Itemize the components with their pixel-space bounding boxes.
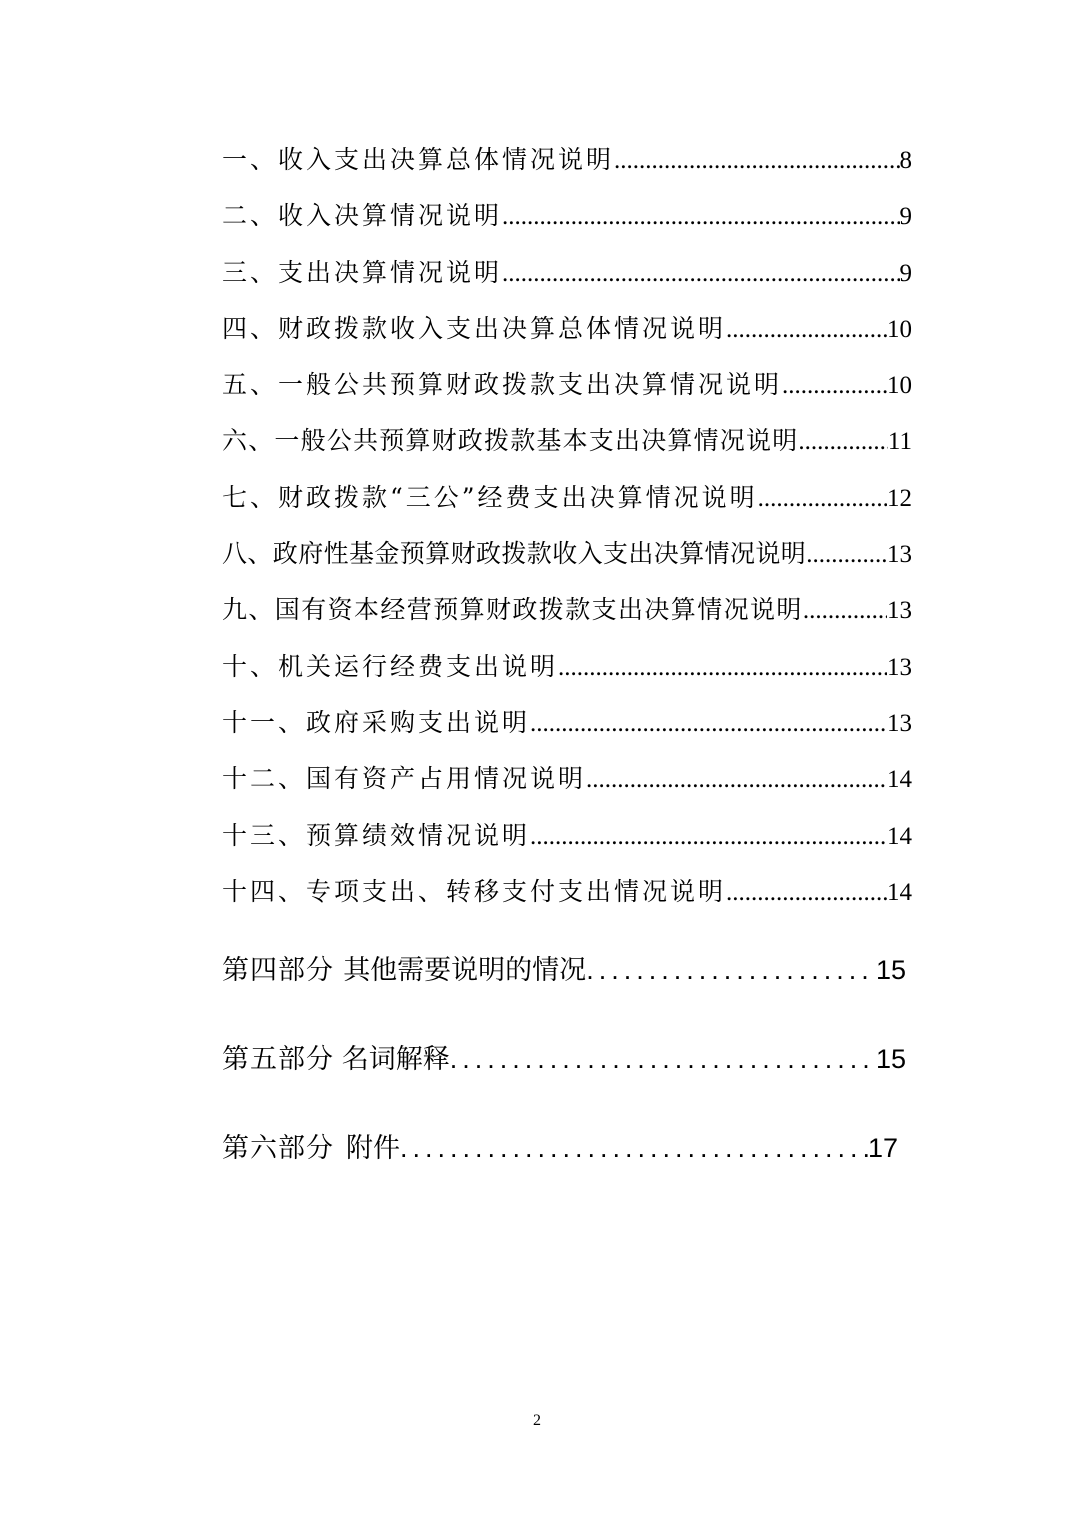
toc-dot-leader	[502, 195, 899, 239]
toc-part-5[interactable]	[222, 1037, 906, 1076]
toc-entry-9[interactable]	[222, 588, 912, 644]
toc-entry-page: 13	[887, 597, 912, 625]
toc-entry-8[interactable]	[222, 532, 912, 588]
toc-part-page: 17	[867, 1133, 898, 1164]
toc-part-number: 第五部分	[222, 1044, 334, 1076]
toc-entry-title: 六、一般公共预算财政拨款基本支出决算情况说明	[222, 426, 799, 456]
toc-part-title: 名词解释	[341, 1044, 450, 1076]
toc-entry-title: 五、一般公共预算财政拨款支出决算情况说明	[222, 370, 783, 400]
toc-entry-title: 十三、预算绩效情况说明	[222, 820, 531, 850]
toc-entry-10[interactable]	[222, 645, 912, 701]
toc-entry-4[interactable]	[222, 307, 912, 363]
toc-part-6[interactable]	[222, 1126, 898, 1165]
toc-entry-page: 13	[887, 541, 912, 569]
toc-entry-page: 11	[887, 428, 912, 456]
toc-part-number: 第六部分	[222, 1133, 334, 1165]
toc-dot-leader	[530, 702, 887, 746]
toc-entry-page: 14	[887, 822, 912, 850]
toc-dot-leader	[530, 815, 887, 859]
toc-entry-6[interactable]	[222, 419, 912, 475]
toc-dot-leader	[558, 646, 887, 690]
toc-entry-title: 三、支出决算情况说明	[222, 257, 503, 287]
toc-entry-title: 十四、专项支出、转移支付支出情况说明	[222, 876, 727, 906]
toc-entry-page: 10	[887, 372, 912, 400]
toc-entry-3[interactable]	[222, 251, 912, 307]
toc-entry-page: 10	[887, 315, 912, 343]
toc-entry-2[interactable]	[222, 194, 912, 250]
toc-entry-page: 14	[887, 878, 912, 906]
toc-entry-7[interactable]	[222, 476, 912, 532]
toc-dot-leader	[782, 364, 887, 408]
toc-dot-leader	[586, 758, 887, 802]
toc-dot-leader	[806, 533, 887, 577]
toc-part-page: 15	[875, 955, 906, 986]
toc-dot-leader	[758, 477, 887, 521]
toc-entry-title: 十二、国有资产占用情况说明	[222, 764, 587, 794]
toc-entry-title: 四、财政拨款收入支出决算总体情况说明	[222, 313, 727, 343]
toc-entry-13[interactable]	[222, 814, 912, 870]
toc-entry-page: 8	[899, 147, 912, 174]
table-of-contents	[222, 138, 912, 1165]
toc-dot-leader	[614, 139, 899, 183]
toc-dot-leader	[586, 955, 876, 986]
toc-entry-11[interactable]	[222, 701, 912, 757]
toc-entry-title: 二、收入决算情况说明	[222, 201, 503, 231]
toc-dot-leader	[803, 589, 887, 633]
toc-entry-5[interactable]	[222, 363, 912, 419]
toc-entry-14[interactable]	[222, 870, 912, 926]
toc-dot-leader	[400, 1133, 868, 1164]
toc-part-title: 附件	[346, 1133, 400, 1165]
toc-entry-title: 十一、政府采购支出说明	[222, 707, 531, 737]
toc-dot-leader	[726, 308, 887, 352]
toc-entry-title: 七、财政拨款“三公”经费支出决算情况说明	[222, 482, 758, 512]
toc-part-title: 其他需要说明的情况	[343, 955, 587, 987]
toc-entry-title: 九、国有资本经营预算财政拨款支出决算情况说明	[222, 595, 803, 625]
toc-entry-page: 9	[899, 203, 912, 231]
toc-entry-1[interactable]	[222, 138, 912, 194]
toc-entry-12[interactable]	[222, 757, 912, 813]
toc-entry-page: 13	[887, 709, 912, 737]
toc-dot-leader	[502, 252, 899, 296]
toc-entry-page: 12	[887, 484, 912, 512]
toc-part-number: 第四部分	[222, 955, 334, 987]
toc-entry-title: 八、政府性基金预算财政拨款收入支出决算情况说明	[222, 539, 807, 569]
toc-part-page: 15	[875, 1044, 906, 1075]
toc-dot-leader	[798, 420, 888, 464]
page-number: 2	[533, 1412, 541, 1429]
toc-part-4[interactable]	[222, 948, 906, 987]
toc-entry-page: 13	[887, 653, 912, 681]
toc-dot-leader	[726, 871, 887, 915]
toc-entry-page: 9	[899, 259, 912, 287]
toc-entry-page: 14	[887, 766, 912, 794]
toc-entry-title: 十、机关运行经费支出说明	[222, 651, 559, 681]
toc-entry-title: 一、收入支出决算总体情况说明	[222, 145, 615, 174]
toc-dot-leader	[450, 1044, 876, 1075]
